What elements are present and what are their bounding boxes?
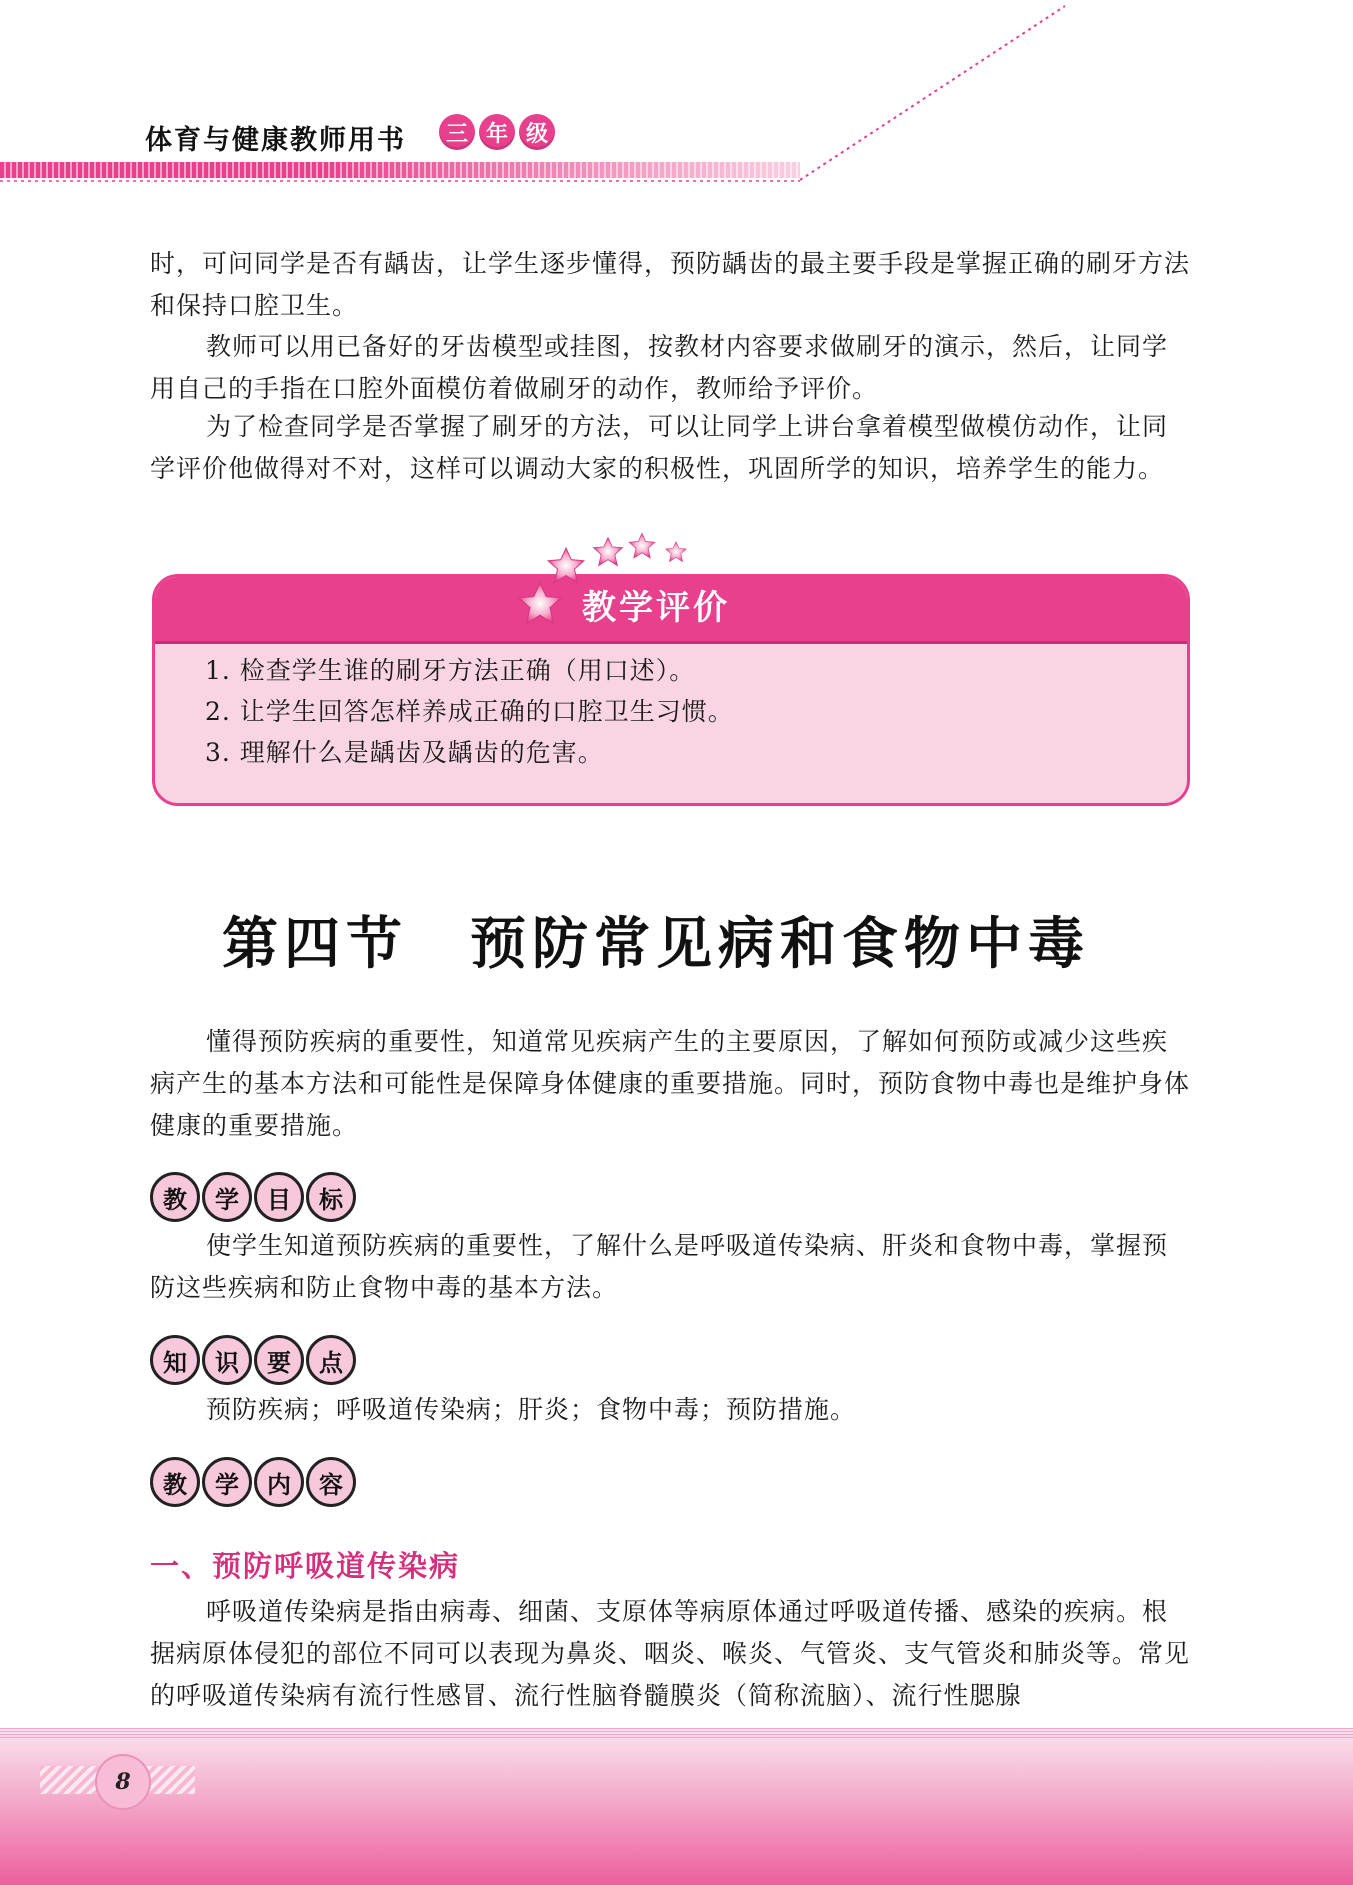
star-icon — [519, 583, 562, 624]
label-char: 标 — [306, 1172, 356, 1222]
star-icon — [666, 542, 686, 562]
content-text: 呼吸道传染病是指由病毒、细菌、支原体等病原体通过呼吸道传播、感染的疾病。根据病原体侵犯的部位不同可以表现为鼻炎、咽炎、喉炎、气管炎、支气管炎和肺炎等。常见的呼吸道传染病有流行性感冒、流行性脑脊髓膜炎（简称流脑）、流行性腮腺 — [150, 1597, 1191, 1710]
evaluation-list — [205, 650, 734, 773]
grade-char: 年 — [479, 114, 515, 150]
label-char: 教 — [150, 1457, 200, 1507]
paragraph: 时，可问同学是否有龋齿，让学生逐步懂得，预防龋齿的最主要手段是掌握正确的刷牙方法和保持口腔卫生。 — [150, 249, 1191, 320]
list-item: 2. 让学生回答怎样养成正确的口腔卫生习惯。 — [205, 697, 734, 726]
list-item: 3. 理解什么是龋齿及龋齿的危害。 — [205, 738, 604, 767]
label-char: 识 — [202, 1335, 252, 1385]
label-char: 学 — [202, 1172, 252, 1222]
label-char: 要 — [254, 1335, 304, 1385]
label-char: 点 — [306, 1335, 356, 1385]
footer-band — [0, 1728, 1353, 1885]
label-char: 教 — [150, 1172, 200, 1222]
book-title: 体育与健康教师用书 — [145, 125, 406, 156]
evaluation-title: 教学评价 — [582, 588, 730, 628]
key-points-label — [150, 1335, 356, 1385]
paragraph: 为了检查同学是否掌握了刷牙的方法，可以让同学上讲台拿着模型做模仿动作，让同学评价他做得对不对，这样可以调动大家的积极性，巩固所学的知识，培养学生的能力。 — [150, 412, 1169, 483]
grade-char: 级 — [519, 114, 555, 150]
star-icon — [548, 548, 584, 583]
label-char: 知 — [150, 1335, 200, 1385]
section-heading — [222, 900, 1090, 980]
label-char: 容 — [306, 1457, 356, 1507]
list-item: 1. 检查学生谁的刷牙方法正确（用口述）。 — [205, 656, 696, 685]
goals-text: 使学生知道预防疾病的重要性，了解什么是呼吸道传染病、肝炎和食物中毒，掌握预防这些疾病和防止食物中毒的基本方法。 — [150, 1231, 1169, 1302]
section-intro: 懂得预防疾病的重要性，知道常见疾病产生的主要原因，了解如何预防或减少这些疾病产生的基本方法和可能性是保障身体健康的重要措施。同时，预防食物中毒也是维护身体健康的重要措施。 — [150, 1027, 1191, 1140]
star-icon — [594, 538, 623, 566]
label-char: 内 — [254, 1457, 304, 1507]
goals-label — [150, 1172, 356, 1222]
label-char: 学 — [202, 1457, 252, 1507]
content-label — [150, 1457, 356, 1507]
star-icon — [629, 533, 655, 558]
paragraph: 教师可以用已备好的牙齿模型或挂图，按教材内容要求做刷牙的演示，然后，让同学用自己的手指在口腔外面模仿着做刷牙的动作，教师给予评价。 — [150, 332, 1169, 403]
grade-char: 三 — [439, 114, 475, 150]
section-number: 第四节 — [222, 911, 408, 977]
star-decoration — [0, 0, 1353, 640]
footer-lines — [0, 1728, 1353, 1738]
page-number: 8 — [95, 1754, 151, 1810]
section-title: 预防常见病和食物中毒 — [470, 911, 1090, 977]
label-char: 目 — [254, 1172, 304, 1222]
key-points-text: 预防疾病；呼吸道传染病；肝炎；食物中毒；预防措施。 — [206, 1395, 857, 1424]
subheading: 一、预防呼吸道传染病 — [150, 1549, 461, 1583]
